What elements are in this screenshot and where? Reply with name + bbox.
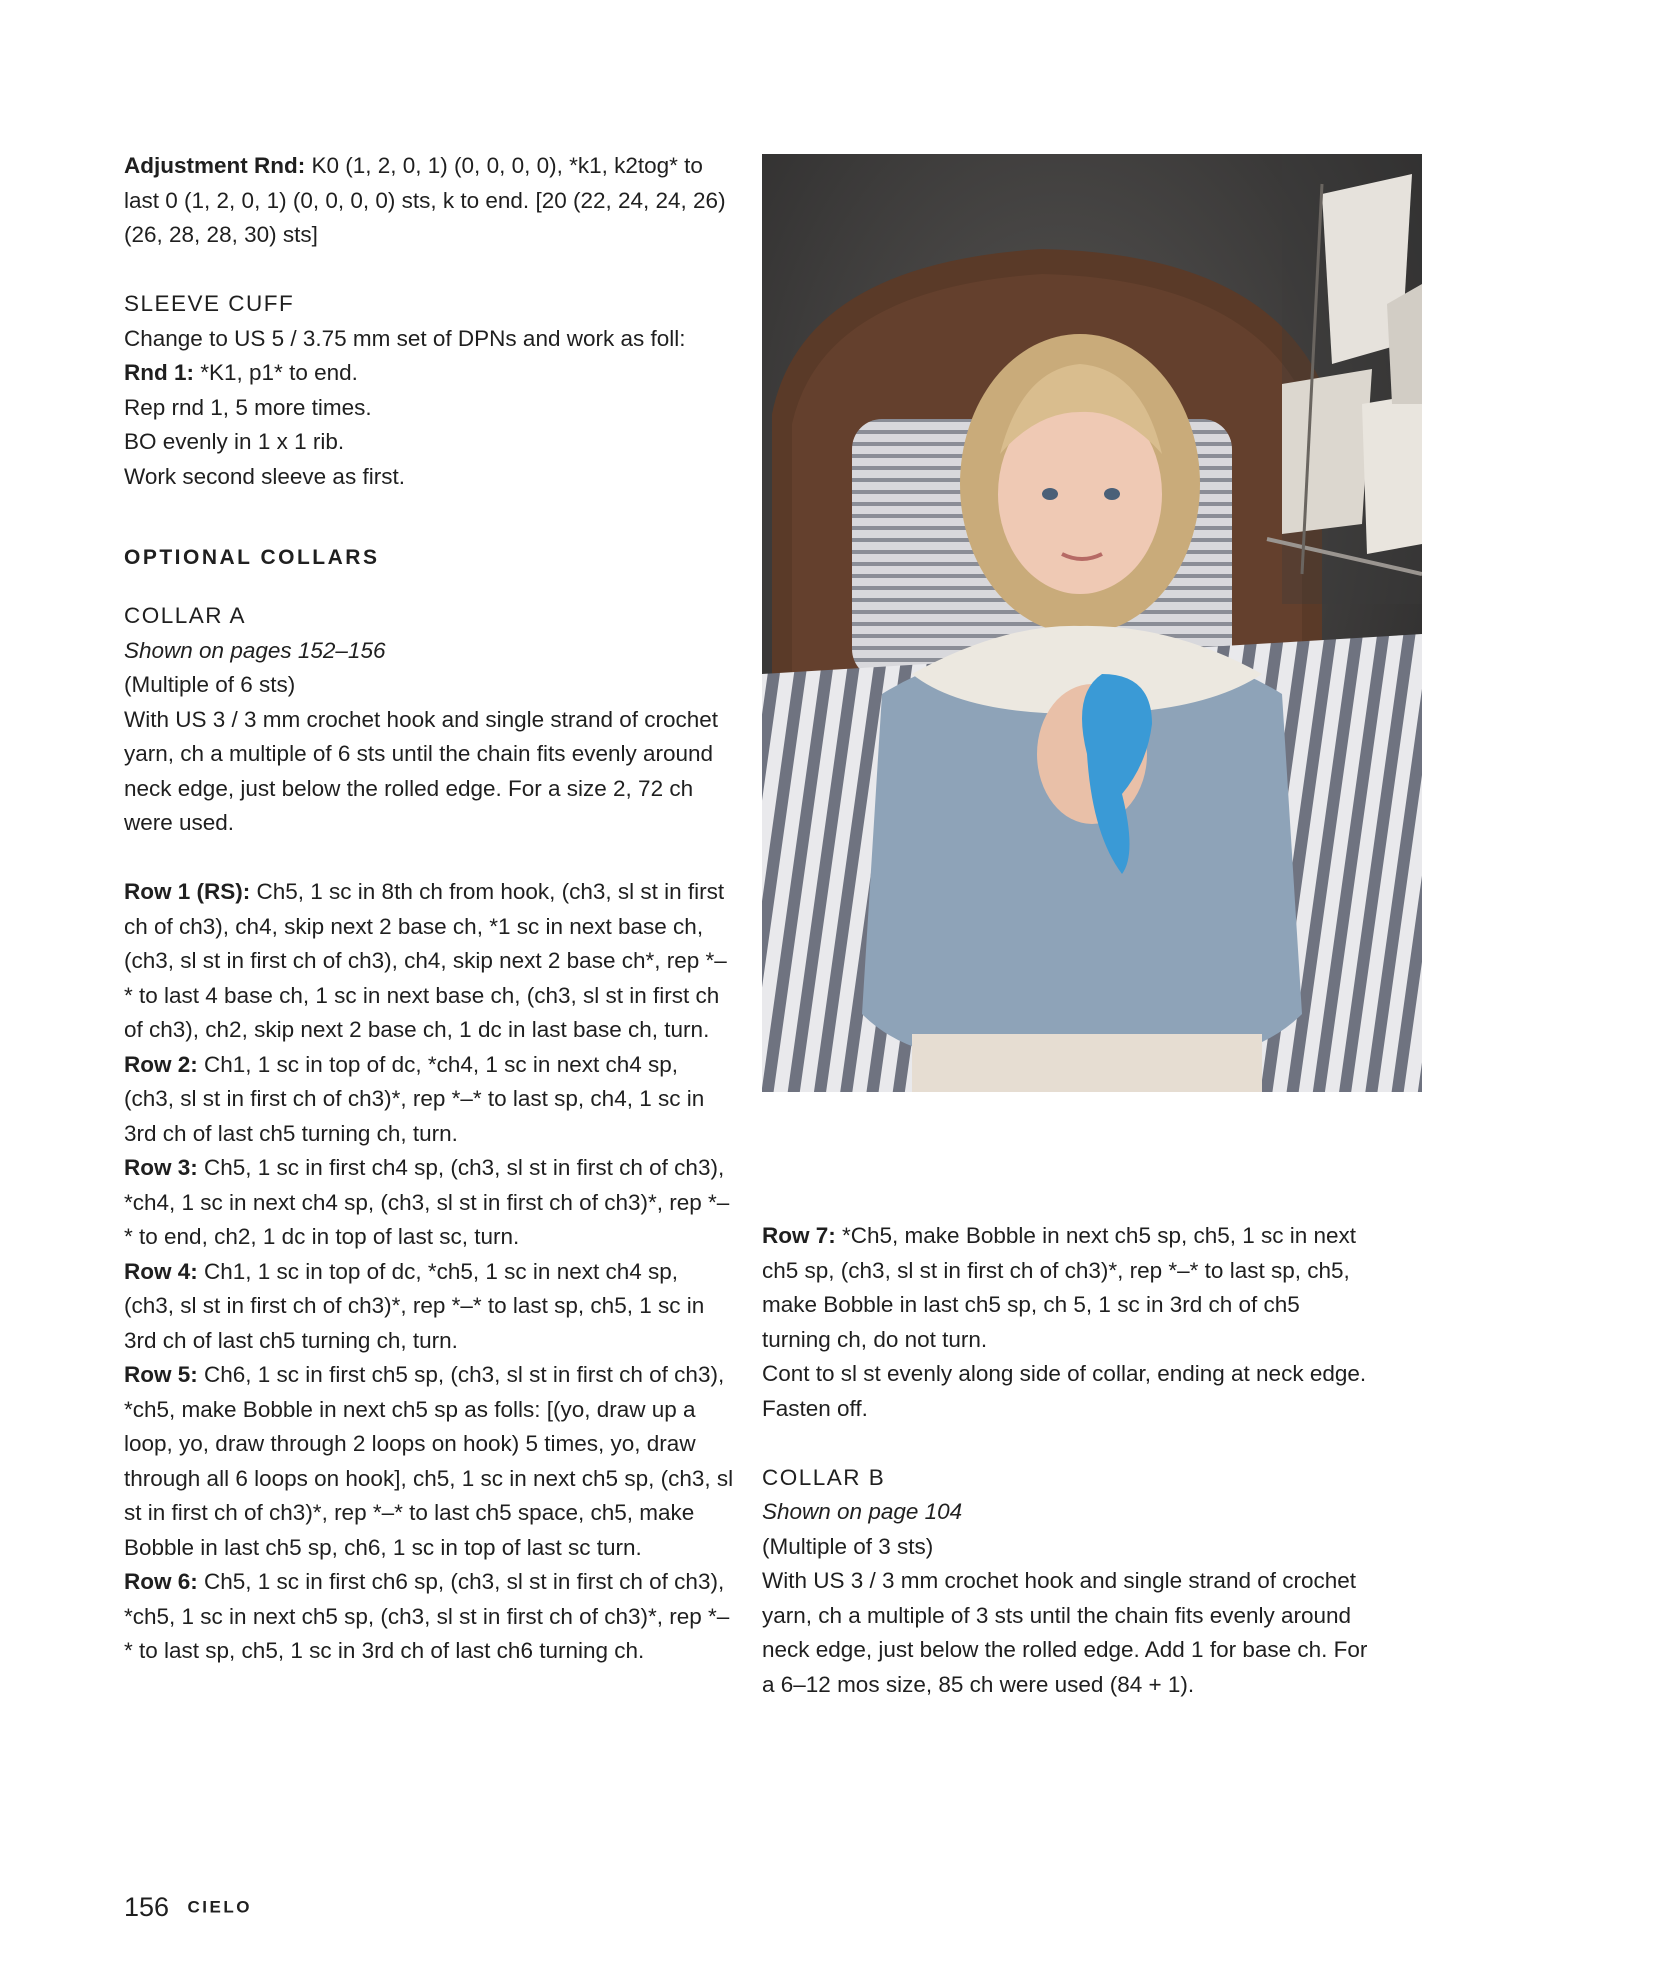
footer-brand: CIELO: [187, 1897, 252, 1917]
collar-a-row: [124, 875, 734, 1048]
row-label: Row 5:: [124, 1362, 198, 1387]
collar-a-row: [124, 1358, 734, 1565]
row-text: Ch5, 1 sc in 8th ch from hook, (ch3, sl st in first ch of ch3), ch4, skip next 2 base ch, *1 sc in next base ch, (ch3, sl st in first ch of ch3), ch4, skip next 2 base ch*, rep *–* to last 4 base ch, 1 sc in next base ch, (ch3, sl st in first ch of ch3), ch2, skip next 2 base ch, 1 dc in last base ch, turn.: [124, 879, 727, 1042]
row-text: Ch1, 1 sc in top of dc, *ch5, 1 sc in next ch4 sp, (ch3, sl st in first ch of ch3)*, rep *–* to last sp, ch5, 1 sc in 3rd ch of last ch5 turning ch, turn.: [124, 1258, 705, 1353]
collar-b-shown: Shown on page 104: [762, 1499, 963, 1524]
row-text: Ch5, 1 sc in first ch6 sp, (ch3, sl st in first ch of ch3), *ch5, 1 sc in next ch5 sp, (ch3, sl st in first ch of ch3)*, rep *–* to last sp, ch5, 1 sc in 3rd ch of last ch6 turning ch.: [124, 1569, 730, 1663]
adjustment-round-label: Adjustment Rnd:: [124, 153, 306, 178]
collar-a-row: [124, 1565, 734, 1669]
row-text: Ch1, 1 sc in top of dc, *ch4, 1 sc in next ch4 sp, (ch3, sl st in first ch of ch3)*, rep *–* to last sp, ch4, 1 sc in 3rd ch of last ch5 turning ch, turn.: [124, 1051, 705, 1146]
sleeve-cuff-line-3: Rep rnd 1, 5 more times.: [124, 394, 372, 420]
continue-instruction: Cont to sl st evenly along side of collar, ending at neck edge. Fasten off.: [762, 1361, 1367, 1421]
collar-a-intro: With US 3 / 3 mm crochet hook and single strand of crochet yarn, ch a multiple of 6 sts until the chain fits evenly around neck edge, just below the rolled edge. For a size 2, 72 ch were used.: [124, 706, 719, 835]
left-column: [124, 149, 734, 1669]
child-sweater-photo: [762, 154, 1422, 1092]
right-column: [762, 1219, 1372, 1702]
adjustment-round-text: K0 (1, 2, 0, 1) (0, 0, 0, 0), *k1, k2tog* to last 0 (1, 2, 0, 1) (0, 0, 0, 0) sts, k to end. [20 (22, 24, 24, 26) (26, 28, 28, 30) sts]: [124, 153, 726, 247]
sleeve-cuff-heading: SLEEVE CUFF: [124, 291, 295, 316]
page-number: 156: [124, 1892, 170, 1922]
collar-a-shown: Shown on pages 152–156: [124, 637, 386, 663]
sleeve-cuff-line-5: Work second sleeve as first.: [124, 463, 405, 489]
row-label: Row 3:: [124, 1155, 198, 1180]
collar-a-heading: COLLAR A: [124, 603, 247, 628]
row-text: Ch5, 1 sc in first ch4 sp, (ch3, sl st in first ch of ch3), *ch4, 1 sc in next ch4 sp, (ch3, sl st in first ch of ch3)*, rep *–* to end, ch2, 1 dc in top of last sc, turn.: [124, 1155, 730, 1249]
collar-b-intro: With US 3 / 3 mm crochet hook and single strand of crochet yarn, ch a multiple of 3 sts until the chain fits evenly around neck edge, just below the rolled edge. Add 1 for base ch. For a 6–12 mos size, 85 ch were used (84 + 1).: [762, 1568, 1368, 1697]
sleeve-cuff-line-4: BO evenly in 1 x 1 rib.: [124, 429, 345, 454]
rnd-1-text: *K1, p1* to end.: [194, 360, 358, 385]
collar-a-row: [124, 1255, 734, 1359]
ship-model: [1267, 154, 1422, 604]
row-label: Row 1 (RS):: [124, 879, 251, 904]
row-7-text: *Ch5, make Bobble in next ch5 sp, ch5, 1 sc in next ch5 sp, (ch3, sl st in first ch of ch3)*, rep *–* to last sp, ch5, make Bobble in last ch5 sp, ch 5, 1 sc in 3rd ch of ch5 turning ch, do not turn.: [762, 1223, 1357, 1352]
page-footer: [124, 1892, 252, 1923]
row-label: Row 2:: [124, 1051, 198, 1077]
collar-b-multiple: (Multiple of 3 sts): [762, 1533, 934, 1559]
collar-a-multiple: (Multiple of 6 sts): [124, 672, 296, 697]
collar-b-heading: COLLAR B: [762, 1464, 886, 1490]
row-label: Row 6:: [124, 1569, 198, 1594]
sleeve-cuff-rnd-1: [124, 356, 734, 391]
adjustment-round: [124, 149, 734, 253]
skirt: [912, 1034, 1262, 1092]
sleeve-cuff-line-1: Change to US 5 / 3.75 mm set of DPNs and work as foll:: [124, 325, 686, 351]
row-7-label: Row 7:: [762, 1223, 836, 1248]
collar-a-row: [124, 1151, 734, 1255]
rnd-1-label: Rnd 1:: [124, 360, 194, 385]
row-text: Ch6, 1 sc in first ch5 sp, (ch3, sl st in first ch of ch3), *ch5, make Bobble in next ch5 sp as folls: [(yo, draw up a loop, yo, draw through 2 loops on hook) 5 times, yo, draw through all 6 loops on hook], ch5, 1 sc in next ch5 sp, (ch3, sl st in first ch of ch3)*, rep *–* to last ch5 space, ch5, make Bobble in last ch5 sp, ch6, 1 sc in top of last sc turn.: [124, 1362, 734, 1560]
photo-illustration: [762, 154, 1422, 1092]
collar-a-row: [124, 1048, 734, 1152]
row-7: [762, 1219, 1372, 1357]
optional-collars-heading: OPTIONAL COLLARS: [124, 545, 380, 569]
row-label: Row 4:: [124, 1258, 198, 1284]
